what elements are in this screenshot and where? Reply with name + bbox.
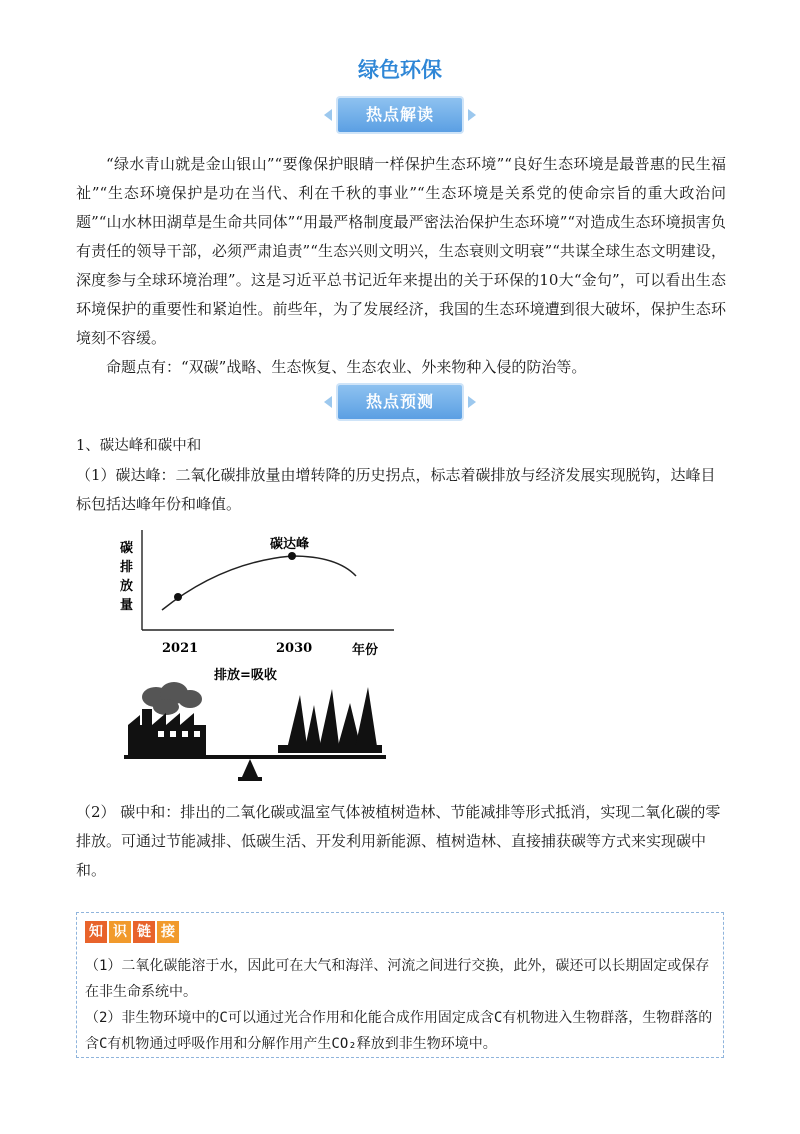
page-title: 绿色环保 [358,58,442,82]
knowledge-link-box [76,912,724,1058]
scale-label: 排放=吸收 [214,668,277,683]
tag-char: 知 [85,921,107,943]
knowledge-line-2: （2）非生物环境中的C可以通过光合作用和化能合成作用固定成含C有机物进入生物群落，生物群落的含C有机物通过呼吸作用和分解作用产生CO₂释放到非生物环境中。 [85,1010,713,1052]
arrow-left-icon [324,396,332,408]
intro-paragraph-1: “绿水青山就是金山银山”“要像保护眼睛一样保护生态环境”“良好生态环境是最普惠的民生福祉”“生态环境保护是功在当代、利在千秋的事业”“生态环境是关系党的使命宗旨的重大政治问题”“山水林田湖草是生命共同体”“用最严格制度最严密法治保护生态环境”“对造成生态环境损害负有责任的领导干部，必须严肃追责”“生态兴则文明兴，生态衰则文明衰”“共谋全球生态文明建设，深度参与全球环境治理”。这是习近平总书记近年来提出的关于环保的10大“金句”，可以看出生态环境保护的重要性和紧迫性。前些年，为了发展经济，我国的生态环境遭到很大破坏，保护生态环境刻不容缓。 [76,155,726,347]
knowledge-link-tag [85,921,179,943]
y-axis-label-3: 放 [120,579,134,594]
knowledge-text [85,953,715,1057]
carbon-neutral-text: （2） 碳中和：排出的二氧化碳或温室气体被植树造林、节能减排等形式抵消，实现二氧化碳的零排放。可通过节能减排、低碳生活、开发利用新能源、植树造林、直接捕获碳等方式来实现碳中和。 [76,803,721,879]
x-tick-2021: 2021 [162,641,199,656]
carbon-peak-text: （1）碳达峰：二氧化碳排放量由增转降的历史拐点，标志着碳排放与经济发展实现脱钩，达峰目标包括达峰年份和峰值。 [76,466,716,513]
banner-label: 热点预测 [338,385,462,419]
knowledge-line-1: （1）二氧化碳能溶于水，因此可在大气和海洋、河流之间进行交换，此外，碳还可以长期固定或保存在非生命系统中。 [85,958,710,1000]
y-axis-label-2: 排 [120,560,134,575]
scale-fulcrum [242,759,258,777]
y-axis-label-1: 碳 [120,541,134,556]
section-heading: 1、碳达峰和碳中和 [76,438,202,454]
banner-label: 热点解读 [338,98,462,132]
point-2021 [174,593,182,601]
tag-char: 接 [157,921,179,943]
section-heading-block [76,432,726,519]
x-axis-label: 年份 [352,643,379,658]
scale-beam [124,755,386,759]
point-2030-peak [288,552,296,560]
peak-annotation: 碳达峰 [270,537,310,552]
tag-char: 识 [109,921,131,943]
intro-paragraph-2: 命题点有：“双碳”战略、生态恢复、生态农业、外来物种入侵的防治等。 [106,358,587,376]
tag-char: 链 [133,921,155,943]
intro-text [76,150,726,382]
emission-absorption-scale [118,665,388,785]
emission-curve [162,556,356,610]
y-axis-label-4: 量 [120,598,134,613]
factory-icon [128,709,206,755]
arrow-right-icon [468,396,476,408]
carbon-neutral-block [76,798,726,885]
forest-icon [278,687,382,753]
x-tick-2030: 2030 [276,641,313,656]
section-banner-prediction [324,385,476,419]
fulcrum-base [238,777,262,781]
arrow-right-icon [468,109,476,121]
carbon-peak-chart [112,528,402,658]
arrow-left-icon [324,109,332,121]
section-banner-interpretation [324,98,476,132]
